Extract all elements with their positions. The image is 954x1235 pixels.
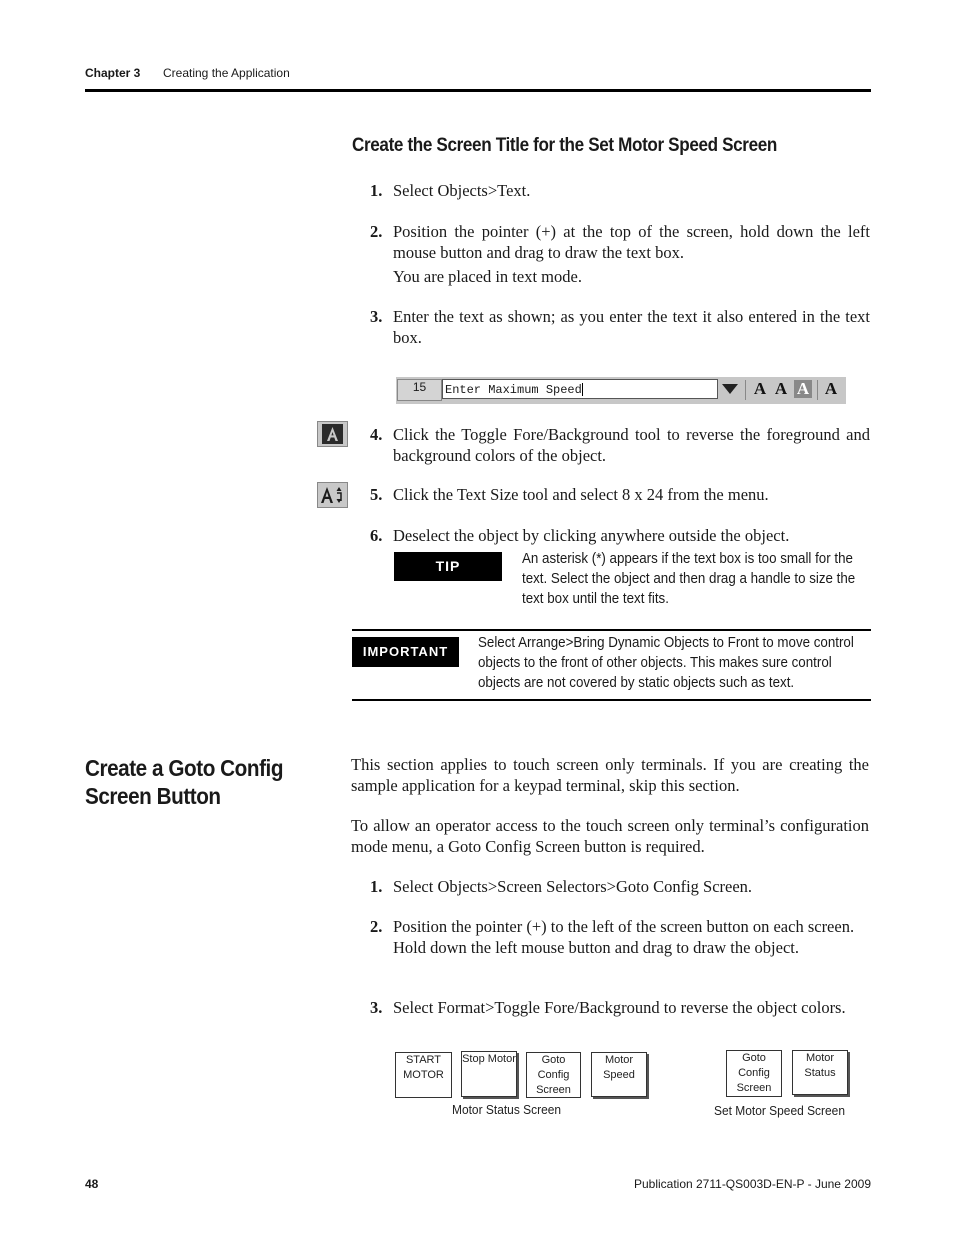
stop-motor-button[interactable]: Stop Motor: [461, 1051, 517, 1097]
step-text: Click the Text Size tool and select 8 x 24 from the menu.: [393, 485, 769, 504]
important-label: IMPORTANT: [352, 637, 459, 667]
paragraph: This section applies to touch screen only terminals. If you are creating the sample application for a keypad terminal, skip this section.: [351, 755, 869, 795]
motor-speed-button[interactable]: Motor Speed: [591, 1052, 647, 1097]
text-toolbar: [396, 377, 846, 404]
section-heading: Create the Screen Title for the Set Motor Speed Screen: [352, 135, 777, 156]
step-number: 5.: [370, 485, 383, 504]
step-6: [370, 526, 870, 547]
toolbar-separator: [745, 380, 746, 400]
step-number: 1.: [370, 877, 383, 896]
tip-label: TIP: [394, 552, 502, 581]
text-size-icon: [317, 482, 348, 508]
font-style-icon[interactable]: A: [753, 379, 767, 398]
important-top-rule: [352, 629, 871, 631]
step-number: 3.: [370, 307, 383, 326]
step-number: 4.: [370, 425, 383, 444]
step-number: 1.: [370, 181, 383, 200]
start-motor-button[interactable]: START MOTOR: [395, 1052, 452, 1098]
chapter-label: Chapter 3: [85, 66, 141, 80]
step-note: You are placed in text mode.: [393, 267, 582, 286]
step-2: [370, 917, 870, 958]
step-number: 6.: [370, 526, 383, 545]
dropdown-arrow-icon[interactable]: [722, 384, 738, 394]
step-3: [370, 998, 870, 1019]
underline-text-icon[interactable]: A: [774, 379, 788, 398]
step-3: [370, 307, 870, 348]
motor-status-button[interactable]: Motor Status: [792, 1050, 848, 1095]
goto-config-screen-button[interactable]: Goto Config Screen: [526, 1052, 581, 1098]
step-text: Select Objects>Text.: [393, 181, 531, 200]
step-text: Select Format>Toggle Fore/Background to reverse the object colors.: [393, 998, 846, 1017]
figure-caption: Set Motor Speed Screen: [714, 1103, 845, 1118]
figure-caption: Motor Status Screen: [452, 1102, 562, 1117]
step-number: 3.: [370, 998, 383, 1017]
step-text: Deselect the object by clicking anywhere outside the object.: [393, 526, 790, 545]
step-number: 2.: [370, 917, 383, 936]
step-number: 2.: [370, 222, 383, 241]
step-text: Position the pointer (+) at the top of the screen, hold down the left mouse button and drag to draw the text box.: [393, 222, 870, 262]
step-note: Hold down the left mouse button and drag to draw the object.: [393, 937, 799, 957]
step-2: [370, 222, 870, 288]
step-4: [370, 425, 870, 466]
step-text: Select Objects>Screen Selectors>Goto Config Screen.: [393, 877, 753, 896]
object-number-field[interactable]: 15: [397, 379, 442, 401]
header-rule: [85, 89, 871, 92]
page-number: 48: [85, 1177, 99, 1191]
step-5: [370, 485, 870, 506]
section-heading: Create a Goto Config Screen Button: [85, 755, 284, 809]
step-text: Enter the text as shown; as you enter the text it also entered in the text box.: [393, 307, 870, 347]
step-1: [370, 877, 870, 898]
text-size-icon[interactable]: A: [824, 379, 838, 398]
important-bottom-rule: [352, 699, 871, 701]
toggle-fore-background-icon: [317, 421, 348, 447]
text-input-field[interactable]: Enter Maximum Speed: [442, 379, 718, 399]
step-text: Position the pointer (+) to the left of the screen button on each screen.: [393, 917, 855, 936]
publication-info: Publication 2711-QS003D-EN-P - June 2009: [633, 1177, 871, 1191]
important-text: Select Arrange>Bring Dynamic Objects to Front to move control objects to the front of other objects. This makes sure control objects are not covered by static objects such as text.: [478, 634, 854, 691]
step-1: [370, 181, 870, 202]
step-text: Click the Toggle Fore/Background tool to reverse the foreground and background colors of the object.: [393, 425, 870, 465]
tip-text: An asterisk (*) appears if the text box is too small for the text. Select the object and then drag a handle to size the text box until the text fits.: [522, 550, 856, 607]
chapter-title: Creating the Application: [163, 66, 290, 80]
goto-config-screen-button[interactable]: Goto Config Screen: [726, 1050, 782, 1097]
toggle-fore-background-icon[interactable]: A: [794, 380, 812, 398]
toolbar-separator: [817, 380, 818, 400]
paragraph: To allow an operator access to the touch screen only terminal’s configuration mode menu, a Goto Config Screen button is required.: [351, 816, 869, 856]
